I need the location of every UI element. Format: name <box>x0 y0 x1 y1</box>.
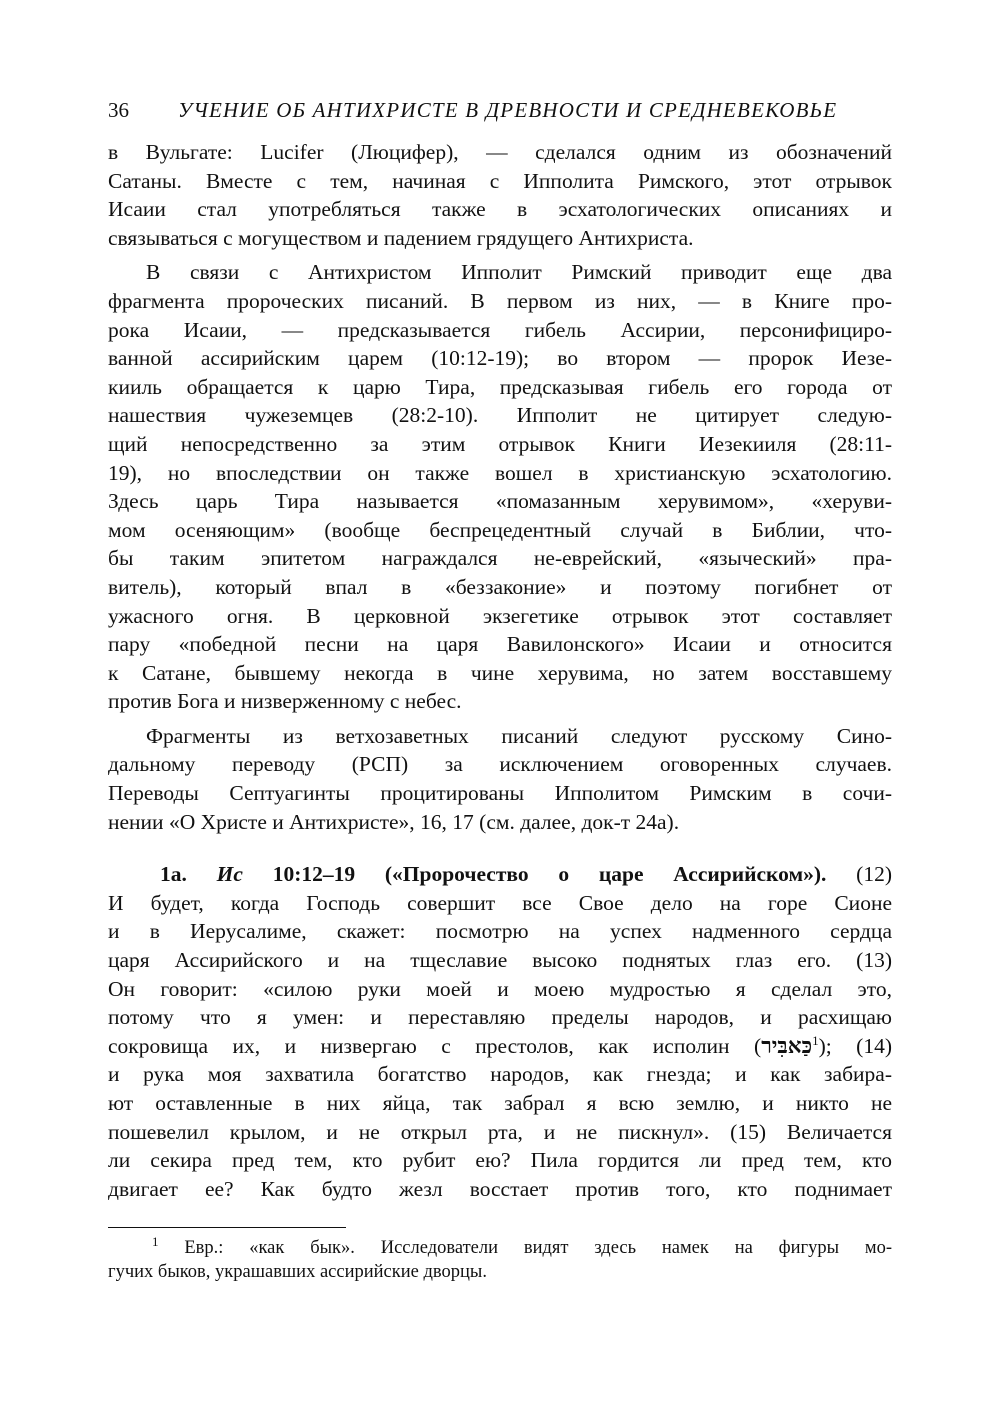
text-line: бы таким эпитетом награждался не-еврейский, «языческий» пра- <box>108 546 892 571</box>
footnote-line <box>108 1236 892 1260</box>
text-line: кииль обращается к царю Тира, предсказывая гибель его города от <box>108 374 892 399</box>
text-line: пару «победной песни на царя Вавилонского» Исаии и относится <box>108 632 892 657</box>
text-line: к Сатане, бывшему некогда в чине херувима, но затем восставшему <box>108 660 892 685</box>
footnote-divider <box>108 1227 346 1228</box>
text-line: ют оставленные в них яйца, так забрал я всю землю, и никто не <box>108 1091 892 1115</box>
text-line: Исаии стал употребляться также в эсхатологических описаниях и <box>108 197 892 222</box>
text-line: И будет, когда Господь совершит все Свое дело на горе Сионе <box>108 890 892 915</box>
footnote-marker: 1 <box>152 1234 159 1250</box>
text-line: и в Иерусалиме, скажет: посмотрю на успех надменного сердца <box>108 919 892 944</box>
text-line: Фрагменты из ветхозаветных писаний следуют русскому Сино- <box>146 723 892 748</box>
text-line: Здесь царь Тира называется «помазанным херувимом», «херуви- <box>108 489 892 514</box>
entry-heading: 10:12–19 («Пророчество о царе Ассирийском»). <box>272 862 827 887</box>
paragraph-1 <box>108 138 892 252</box>
paragraph-2 <box>108 258 892 716</box>
entry-book: Ис <box>216 862 243 887</box>
text-line: В связи с Антихристом Ипполит Римский приводит еще два <box>146 260 892 285</box>
entry-verse-number: (12) <box>826 862 892 887</box>
text-line: связываться с могуществом и падением грядущего Антихриста. <box>108 225 694 250</box>
running-header <box>108 98 892 138</box>
text-line: Он говорит: «силою руки моей и моею мудростью я сделал это, <box>108 976 892 1001</box>
page-number: 36 <box>108 98 129 122</box>
text-line: нении «О Христе и Антихристе», 16, 17 (см. далее, док-т 24а). <box>108 809 680 834</box>
running-title: УЧЕНИЕ ОБ АНТИХРИСТЕ В ДРЕВНОСТИ И СРЕДНЕВЕКОВЬЕ <box>178 98 838 122</box>
footnote <box>108 1236 892 1284</box>
text-line: 19), но впоследствии он также вошел в христианскую эсхатологию. <box>108 460 892 485</box>
text-line: щий непосредственно за этим отрывок Книги Иезекииля (28:11- <box>108 431 892 456</box>
book-page <box>108 98 892 1284</box>
footnote-ref: 1 <box>812 1032 819 1048</box>
hebrew-word: כַּאבִּיר <box>761 1033 813 1058</box>
text-line: в Вульгате: Lucifer (Люцифер), — сделался одним из обозначений <box>108 140 892 164</box>
entry-label: 1а. <box>160 862 187 887</box>
text-line: дальному переводу (РСП) за исключением оговоренных случаев. <box>108 752 892 777</box>
text-line: нашествия чужеземцев (28:2-10). Ипполит не цитирует следую- <box>108 403 892 428</box>
document-entry-1a <box>108 860 892 1203</box>
text-line: и рука моя захватила богатство народов, как гнезда; и как забира- <box>108 1062 892 1087</box>
footnote-text: Евр.: «как бык». Исследователи видят здесь намек на фигуры мо- <box>158 1238 892 1259</box>
text-line-hebrew <box>108 1032 892 1061</box>
text-line: двигает ее? Как будто жезл восстает против того, кто поднимает <box>108 1176 892 1201</box>
text-line: Переводы Септуагинты процитированы Ипполитом Римским в сочи- <box>108 781 892 806</box>
hebrew-line-end: ); (14) <box>818 1033 893 1058</box>
text-line: пошевелил крылом, и не открыл рта, и не пискнул». (15) Величается <box>108 1119 892 1144</box>
hebrew-line-start: сокровища их, и низвергаю с престолов, как исполин ( <box>108 1033 762 1058</box>
text-line: потому что я умен: и переставляю пределы народов, и расхищаю <box>108 1005 892 1030</box>
text-line: царя Ассирийского и на тщеславие высоко поднятых глаз его. (13) <box>108 948 892 973</box>
text-line: фрагмента пророческих писаний. В первом из них, — в Книге про- <box>108 288 892 313</box>
text-line: мом осеняющим» (вообще беспрецедентный случай в Библии, что- <box>108 517 892 542</box>
text-line: против Бога и низверженному с небес. <box>108 689 462 714</box>
text-line: ли секира пред тем, кто рубит ею? Пила гордится ли пред тем, кто <box>108 1148 892 1173</box>
text-line: рока Исаии, — предсказывается гибель Ассирии, персонифициро- <box>108 317 892 342</box>
paragraph-3 <box>108 722 892 836</box>
text-line: Сатаны. Вместе с тем, начиная с Ипполита Римского, этот отрывок <box>108 168 892 193</box>
text-line: ванной ассирийским царем (10:12-19); во втором — пророк Иезе- <box>108 346 892 371</box>
text-line: витель), который впал в «беззаконие» и поэтому погибнет от <box>108 574 892 599</box>
entry-heading-line <box>108 860 892 889</box>
footnote-line: гучих быков, украшавших ассирийские дворцы. <box>108 1262 487 1283</box>
text-line: ужасного огня. В церковной экзегетике отрывок этот составляет <box>108 603 892 628</box>
